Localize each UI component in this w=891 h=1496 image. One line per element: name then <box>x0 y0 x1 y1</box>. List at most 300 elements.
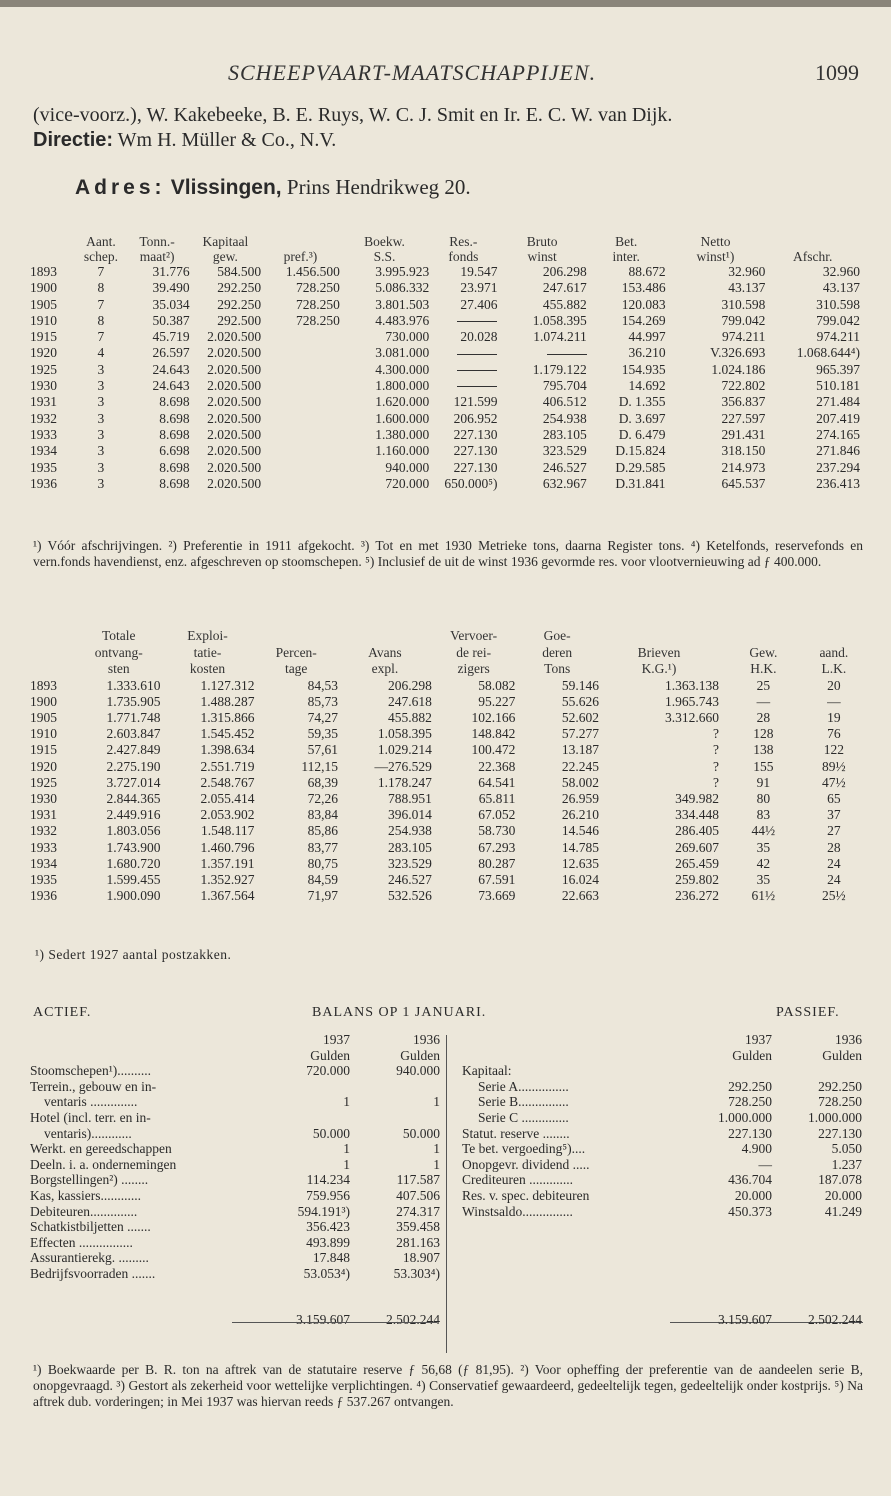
table-cell: 1.800.000 <box>375 378 430 394</box>
column-header: H.K. <box>750 661 777 676</box>
balance-spacer-row <box>462 1250 862 1266</box>
actief-label: ACTIEF. <box>33 1005 92 1020</box>
balance-value-1937: 450.373 <box>728 1203 772 1219</box>
balance-value-1936: 1.237 <box>831 1156 862 1172</box>
column-header <box>261 234 340 249</box>
table-cell <box>429 378 497 394</box>
adres-label: Adres: <box>75 176 166 199</box>
spacer-cell <box>30 1297 260 1327</box>
table-cell: — <box>756 693 771 709</box>
table-cell: 1.074.211 <box>533 329 587 345</box>
year-cell: 1915 <box>30 742 57 758</box>
table-cell <box>261 427 340 443</box>
table-cell <box>261 443 340 459</box>
year-cell: 1935 <box>30 459 57 475</box>
spacer-cell <box>30 1048 260 1064</box>
balance-value-1936: 359.458 <box>396 1219 440 1235</box>
balance-label: Res. v. spec. debiteuren <box>462 1187 590 1203</box>
balance-label: Effecten ................ <box>30 1234 133 1250</box>
table-cell: 25½ <box>822 888 846 904</box>
balance-value-1937: 1 <box>343 1156 350 1172</box>
table-cell: 1.058.395 <box>377 726 432 742</box>
financial-table <box>30 234 860 492</box>
table-row <box>30 775 860 791</box>
table-cell: 510.181 <box>816 378 860 394</box>
table-cell: 1.068.644⁴) <box>796 345 860 361</box>
table-row <box>30 759 860 775</box>
table-cell: 35.034 <box>152 296 190 312</box>
year-cell: 1925 <box>30 774 57 790</box>
table-cell: 85,73 <box>307 693 338 709</box>
table-cell: 28 <box>827 839 841 855</box>
balance-row <box>30 1094 440 1110</box>
column-header <box>719 628 808 645</box>
table-cell: 271.484 <box>816 394 860 410</box>
table-cell: 455.882 <box>542 296 587 312</box>
table-cell: 2.020.500 <box>207 361 262 377</box>
balance-assets <box>30 1032 440 1327</box>
spacer-cell <box>462 1266 677 1282</box>
table-cell: 722.802 <box>721 378 766 394</box>
balance-value-1937: 1 <box>343 1094 350 1110</box>
table-cell: 1.333.610 <box>106 677 161 693</box>
balance-row <box>462 1204 862 1220</box>
table-cell <box>261 411 340 427</box>
table-cell: 323.529 <box>388 855 432 871</box>
table-cell: 246.527 <box>542 459 587 475</box>
table-cell: 1.900.090 <box>106 888 161 904</box>
balance-label: Statut. reserve ........ <box>462 1125 570 1141</box>
balance-row <box>30 1079 440 1095</box>
balance-value-1937: 720.000 <box>306 1063 350 1079</box>
table-cell: 2.020.500 <box>207 475 262 491</box>
table-cell: 138 <box>753 742 774 758</box>
balance-value-1937: 594.191³) <box>297 1203 350 1219</box>
table-cell: 3 <box>97 394 105 410</box>
balance-row <box>462 1079 862 1095</box>
table-cell: 291.431 <box>721 426 766 442</box>
assets-total-rule <box>232 1322 437 1323</box>
column-header: Afschr. <box>792 249 833 264</box>
table-cell: 5.086.332 <box>375 280 430 296</box>
column-header: Res.- <box>449 234 478 249</box>
table-cell: 52.602 <box>561 709 599 725</box>
table-cell: 720.000 <box>385 475 430 491</box>
table-cell: 43.137 <box>822 280 860 296</box>
table-cell: 728.250 <box>296 296 340 312</box>
year-cell: 1933 <box>30 839 57 855</box>
table-cell: 50.387 <box>152 312 190 328</box>
balance-value-1936: 41.249 <box>824 1203 862 1219</box>
table-cell: 237.294 <box>816 459 860 475</box>
table-cell: 42 <box>756 855 771 871</box>
table-cell: 58.082 <box>478 677 516 693</box>
table-cell <box>261 329 340 345</box>
table-cell: D.29.585 <box>615 459 666 475</box>
balance-row <box>30 1141 440 1157</box>
balance-spacer-row <box>462 1266 862 1282</box>
balance-value-1937: 1.000.000 <box>718 1109 772 1125</box>
year-cell: 1905 <box>30 296 57 312</box>
spacer-cell <box>462 1297 677 1327</box>
table-cell: 1.357.191 <box>200 855 255 871</box>
table-cell: 4.300.000 <box>375 361 430 377</box>
table-cell: 24 <box>827 871 841 887</box>
table-cell: 32.960 <box>728 264 766 279</box>
currency-header: Gulden <box>822 1047 862 1063</box>
table-header-row <box>30 661 860 678</box>
year-cell: 1910 <box>30 312 57 328</box>
table-cell: 26.597 <box>152 345 190 361</box>
column-header: Boekw. <box>364 234 405 249</box>
table-cell: 323.529 <box>542 443 587 459</box>
intro-block <box>33 103 863 153</box>
balance-label: Terrein., gebouw en in- <box>30 1078 157 1094</box>
table-cell: 72,26 <box>307 790 338 806</box>
table-row <box>30 872 860 888</box>
table-cell <box>261 345 340 361</box>
balance-year-row <box>462 1032 862 1048</box>
table-cell <box>429 362 497 378</box>
table-cell: 318.150 <box>721 443 766 459</box>
table-cell: 65 <box>827 790 841 806</box>
column-header <box>338 628 432 645</box>
year-cell: 1910 <box>30 726 57 742</box>
balance-label: Crediteuren ............. <box>462 1172 573 1188</box>
table-cell: 44½ <box>751 823 776 839</box>
table-cell: 214.973 <box>721 459 766 475</box>
column-header: ontvang- <box>94 644 143 660</box>
table-header-row <box>30 645 860 662</box>
table-cell: 730.000 <box>385 329 430 345</box>
table-cell: 406.512 <box>542 394 587 410</box>
table-cell: 532.526 <box>388 888 432 904</box>
balance-value-1936 <box>350 1079 440 1095</box>
table-cell: 2.020.500 <box>207 378 262 394</box>
balance-value-1936: 227.130 <box>818 1125 862 1141</box>
table-cell: 3 <box>97 459 105 475</box>
table-cell: 795.704 <box>542 378 587 394</box>
table-cell: 4 <box>97 345 105 361</box>
balance-total-1937: 3.159.607 <box>296 1311 350 1327</box>
column-header: deren <box>542 644 573 660</box>
balance-row <box>30 1172 440 1188</box>
column-header: tage <box>284 661 308 676</box>
balance-spacer-row <box>30 1282 440 1298</box>
table-cell: 26.959 <box>561 790 599 806</box>
table-cell: 153.486 <box>621 280 666 296</box>
table-row <box>30 280 860 296</box>
table-cell: 8.698 <box>159 459 190 475</box>
column-header: schep. <box>83 249 118 264</box>
table-cell: 35 <box>756 839 771 855</box>
table-cell: 584.500 <box>217 264 262 279</box>
table-cell: 1.367.564 <box>200 888 255 904</box>
balance-value-1937: 436.704 <box>728 1172 772 1188</box>
currency-header: Gulden <box>732 1047 772 1063</box>
spacer-cell <box>462 1250 677 1266</box>
table-cell: 227.130 <box>453 443 498 459</box>
table-cell: 27 <box>827 823 841 839</box>
table-cell: D.31.841 <box>615 475 666 491</box>
table-cell: —276.529 <box>374 758 432 774</box>
table-cell: 23.971 <box>460 280 498 296</box>
table-row <box>30 726 860 742</box>
table-cell: 37 <box>827 807 841 823</box>
column-header <box>808 628 860 645</box>
table-cell: — <box>827 693 841 709</box>
balance-value-1937: 53.053⁴) <box>303 1265 350 1281</box>
table-cell: 728.250 <box>296 312 340 328</box>
table-cell: 45.719 <box>152 329 190 345</box>
spacer-cell <box>30 1282 260 1298</box>
table-cell <box>261 362 340 378</box>
table-cell: 1.380.000 <box>375 426 430 442</box>
table-cell: 83 <box>756 807 771 823</box>
column-header: Netto <box>700 234 731 249</box>
balance-value-1937: 114.234 <box>306 1172 350 1188</box>
table-cell: 310.598 <box>816 296 860 312</box>
dash-mark <box>457 386 497 387</box>
year-cell: 1933 <box>30 426 57 442</box>
table-cell: 155 <box>753 758 774 774</box>
column-header: winst <box>527 249 557 264</box>
balance-label: Kas, kassiers............ <box>30 1187 141 1203</box>
balance-liabilities <box>462 1032 862 1327</box>
balance-value-1937 <box>260 1079 350 1095</box>
table-row <box>30 345 860 361</box>
table-cell: 1.803.056 <box>106 823 161 839</box>
table-cell <box>497 345 586 361</box>
balance-row <box>30 1063 440 1079</box>
balance-value-1937: 20.000 <box>734 1187 772 1203</box>
column-header <box>30 249 77 264</box>
dash-mark <box>457 354 497 355</box>
table-cell: 292.250 <box>217 280 262 296</box>
column-header <box>599 628 719 645</box>
table-cell <box>429 313 497 329</box>
balance-value-1937: 1 <box>343 1141 350 1157</box>
balance-row <box>462 1110 862 1126</box>
table-cell: 16.024 <box>561 871 599 887</box>
balance-value-1937: 17.848 <box>312 1250 350 1266</box>
table-cell: 259.802 <box>675 871 719 887</box>
column-header: L.K. <box>821 661 847 676</box>
balance-value-1936: 117.587 <box>396 1172 440 1188</box>
spacer-cell <box>462 1282 677 1298</box>
balance-value-1937: 759.956 <box>306 1187 350 1203</box>
year-cell: 1935 <box>30 871 57 887</box>
address-line <box>75 175 471 200</box>
table-cell: 14.692 <box>628 378 666 394</box>
table-cell: 19.547 <box>460 264 498 279</box>
table-row <box>30 411 860 427</box>
table-cell: 788.951 <box>388 790 432 806</box>
table-cell: 28 <box>756 709 771 725</box>
table-cell: 207.419 <box>816 410 860 426</box>
balance-label: Bedrijfsvoorraden ....... <box>30 1265 156 1281</box>
balance-label: Serie A............... <box>478 1078 569 1094</box>
table-cell: 2.427.849 <box>106 742 161 758</box>
column-header: Tons <box>544 661 571 676</box>
table-cell: 2.275.190 <box>106 758 161 774</box>
balance-value-1937: 227.130 <box>728 1125 772 1141</box>
table-cell: 3.312.660 <box>665 709 719 725</box>
balance-value-1936: 5.050 <box>831 1141 862 1157</box>
dash-mark <box>457 370 497 371</box>
table-cell: 1.735.905 <box>106 693 161 709</box>
table-cell: 1.363.138 <box>665 677 719 693</box>
table-row <box>30 710 860 726</box>
table-cell: 8.698 <box>159 475 190 491</box>
year-cell: 1900 <box>30 280 57 296</box>
table-cell: 64.541 <box>478 774 516 790</box>
table-cell: 1.548.117 <box>200 823 255 839</box>
passief-label: PASSIEF. <box>776 1005 840 1020</box>
table-cell: 2.844.365 <box>106 790 161 806</box>
table-cell: 57,61 <box>307 742 338 758</box>
table-cell: 2.548.767 <box>200 774 255 790</box>
table-cell: ? <box>713 774 719 790</box>
dash-mark <box>457 321 497 322</box>
table-cell: 236.413 <box>816 475 860 491</box>
column-header: sten <box>107 661 130 676</box>
table-cell: 356.837 <box>721 394 766 410</box>
column-header <box>254 628 338 645</box>
column-header: Bruto <box>526 234 558 249</box>
table-row <box>30 694 860 710</box>
balance-row <box>30 1126 440 1142</box>
directie-line <box>33 128 863 153</box>
table-cell: D. 1.355 <box>618 394 666 410</box>
table-cell: 632.967 <box>542 475 587 491</box>
year-header: 1936 <box>835 1032 862 1047</box>
table-cell: 47½ <box>822 774 846 790</box>
table-cell: 3 <box>97 426 105 442</box>
footnote-balance: ¹) Boekwaarde per B. R. ton na aftrek van de statutaire reserve ƒ 56,68 (ƒ 81,95). ²) Voor opheffing der preferentie van de aandeelen serie B, onopgevraagd. ³) Gestort als zekerheid voor wettelijke verplichtingen. ⁴) Conservatief gewaardeerd, gedeeltelijk tegen, gedeeltelijk onder kostprijs. ⁵) Na aftrek dub. vorderingen; in Mei 1937 was hiervan reeds ƒ 537.267 ontvangen. <box>33 1362 863 1409</box>
table-cell: 4.483.976 <box>375 312 430 328</box>
table-cell: 85,86 <box>307 823 338 839</box>
balance-value-1937 <box>677 1063 772 1079</box>
table-cell: 2.053.902 <box>200 807 255 823</box>
adres-street: Prins Hendrikweg 20. <box>286 175 471 199</box>
column-header: Goe- <box>543 628 571 643</box>
table-cell: V.326.693 <box>710 345 766 361</box>
balance-divider <box>446 1035 447 1353</box>
table-cell: 974.211 <box>816 329 860 345</box>
table-header-row <box>30 249 860 264</box>
table-cell: 14.785 <box>561 839 599 855</box>
table-cell: 128 <box>753 726 774 742</box>
table-cell: 12.635 <box>561 855 599 871</box>
table-row <box>30 362 860 378</box>
table-row <box>30 264 860 280</box>
balance-currency-row <box>30 1048 440 1064</box>
column-header: Aant. <box>86 234 116 249</box>
table-cell: 89½ <box>822 758 846 774</box>
table-row <box>30 678 860 694</box>
balance-value-1936: 281.163 <box>396 1234 440 1250</box>
table-cell: 246.527 <box>388 871 432 887</box>
dash-mark <box>547 354 587 355</box>
table-cell: 206.298 <box>542 264 587 279</box>
table-cell: 84,59 <box>307 871 338 887</box>
page-edge <box>0 0 891 7</box>
balance-label: Assurantierekg. ......... <box>30 1250 149 1266</box>
balance-value-1936 <box>350 1110 440 1126</box>
table-cell: 65.811 <box>478 790 516 806</box>
table-cell: 292.250 <box>217 296 262 312</box>
table-cell: D. 3.697 <box>618 410 666 426</box>
table-cell: 24 <box>827 855 841 871</box>
balance-value-1936: 20.000 <box>824 1187 862 1203</box>
table-cell: 283.105 <box>542 426 587 442</box>
table-cell: 7 <box>97 264 105 279</box>
table-cell: 24.643 <box>152 378 190 394</box>
table-cell: 8 <box>97 312 105 328</box>
table-cell: 1.029.214 <box>377 742 432 758</box>
year-cell: 1931 <box>30 807 57 823</box>
balance-label: Hotel (incl. terr. en in- <box>30 1109 151 1125</box>
balance-spacer-row <box>462 1219 862 1235</box>
table-cell: 25 <box>756 677 771 693</box>
table-cell: 283.105 <box>388 839 432 855</box>
table-cell: 8.698 <box>159 410 190 426</box>
column-header: winst¹) <box>696 249 735 264</box>
year-cell: 1930 <box>30 378 57 394</box>
table-cell: 2.020.500 <box>207 459 262 475</box>
balance-value-1936: 53.303⁴) <box>393 1265 440 1281</box>
table-cell: 58.002 <box>561 774 599 790</box>
operations-table <box>30 628 860 904</box>
column-header: Totale <box>101 628 136 643</box>
column-header <box>30 628 77 645</box>
table-cell: 2.055.414 <box>200 790 255 806</box>
table-cell <box>261 476 340 492</box>
balance-row <box>30 1219 440 1235</box>
table-cell: 1.315.866 <box>200 709 255 725</box>
table-cell: ? <box>713 758 719 774</box>
balance-value-1936: 1 <box>433 1141 440 1157</box>
table-cell: 67.052 <box>478 807 516 823</box>
year-cell: 1932 <box>30 823 57 839</box>
table-cell: 36.210 <box>628 345 666 361</box>
table-cell: 80,75 <box>307 855 338 871</box>
table-cell: 1.680.720 <box>106 855 161 871</box>
column-header: Tonn.- <box>139 234 175 249</box>
table-cell <box>261 378 340 394</box>
table-row <box>30 378 860 394</box>
balance-label: ventaris .............. <box>44 1094 138 1110</box>
table-cell: 71,97 <box>307 888 338 904</box>
table-cell: 74,27 <box>307 709 338 725</box>
table-cell: 1.620.000 <box>375 394 430 410</box>
balance-value-1936: 940.000 <box>396 1063 440 1079</box>
year-cell: 1893 <box>30 264 57 279</box>
table-header-row <box>30 628 860 645</box>
column-header: Avans <box>368 644 402 660</box>
table-cell: 1.600.000 <box>375 410 430 426</box>
balance-label: Deeln. i. a. ondernemingen <box>30 1156 177 1172</box>
balance-label: Stoomschepen¹).......... <box>30 1063 152 1079</box>
balance-total-row <box>462 1297 862 1327</box>
balance-title: BALANS OP 1 JANUARI. <box>312 1005 487 1020</box>
table-cell: 121.599 <box>453 394 498 410</box>
balance-value-1936: 50.000 <box>402 1125 440 1141</box>
table-cell: 73.669 <box>478 888 516 904</box>
table-cell: 3 <box>97 378 105 394</box>
table-cell: 57.277 <box>561 726 599 742</box>
